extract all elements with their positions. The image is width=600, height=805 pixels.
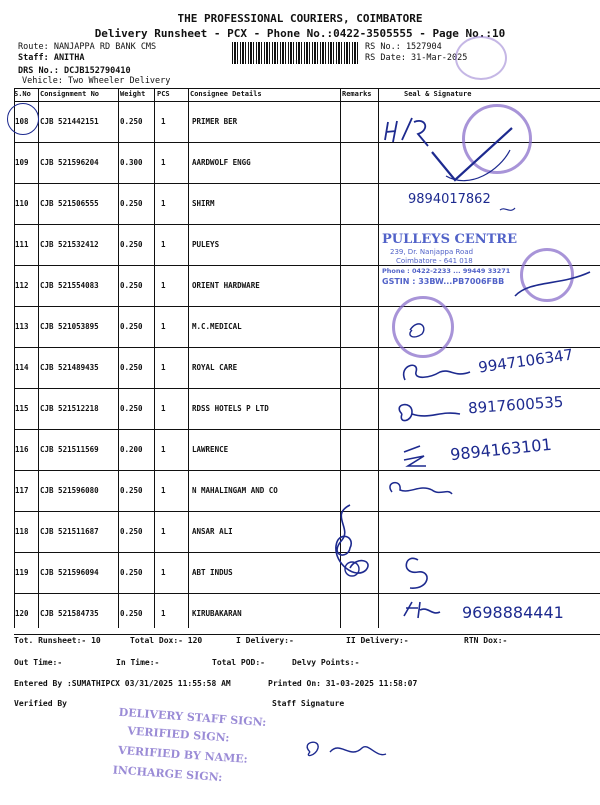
rs-number: RS No.: 1527904	[365, 42, 442, 52]
row-weight: 0.250	[120, 568, 143, 577]
delivery-points: Delvy Points:-	[292, 658, 360, 667]
row-pcs: 1	[161, 117, 166, 126]
row-consignee: PRIMER BER	[192, 117, 238, 126]
total-pod: Total POD:-	[212, 658, 265, 667]
rtn-dox: RTN Dox:-	[464, 636, 508, 645]
col-weight: Weight	[120, 90, 146, 98]
row-consignee: RDSS HOTELS P LTD	[192, 404, 269, 413]
out-time: Out Time:-	[14, 658, 63, 667]
row-sno: 118	[15, 527, 29, 536]
row-sno: 112	[15, 281, 29, 290]
row-consignee: ROYAL CARE	[192, 363, 238, 372]
col-seal-signature: Seal & Signature	[404, 90, 472, 98]
row-weight: 0.200	[120, 445, 143, 454]
row-consignment: CJB 521511687	[40, 527, 99, 536]
row-consignment: CJB 521596204	[40, 158, 99, 167]
row-consignee: KIRUBAKARAN	[192, 609, 242, 618]
row-weight: 0.300	[120, 158, 143, 167]
row-consignment: CJB 521512218	[40, 404, 99, 413]
row-consignment: CJB 521596094	[40, 568, 99, 577]
row-pcs: 1	[161, 199, 166, 208]
col-consignment: Consignment No	[40, 90, 100, 98]
row-sno: 116	[15, 445, 29, 454]
drs-line: DRS No.: DCJB152790410	[18, 66, 131, 76]
handwritten-phone-116: 9894163101	[449, 434, 553, 465]
col-sno: S.No	[14, 90, 31, 98]
row-pcs: 1	[161, 609, 166, 618]
row-consignment: CJB 521442151	[40, 117, 99, 126]
row-consignee: PULEYS	[192, 240, 220, 249]
company-title: THE PROFESSIONAL COURIERS, COIMBATORE	[177, 12, 423, 25]
rs-date: RS Date: 31-Mar-2025	[365, 53, 468, 63]
row-sno: 117	[15, 486, 29, 495]
row-consignment: CJB 521053895	[40, 322, 99, 331]
row-weight: 0.250	[120, 486, 143, 495]
runsheet-subtitle: Delivery Runsheet - PCX - Phone No.:0422-3505555 - Page No.:10	[94, 27, 506, 40]
handwritten-phone-114: 9947106347	[477, 345, 575, 377]
row-sno: 110	[15, 199, 29, 208]
delivery-verification-stamp	[109, 705, 305, 804]
row-sno: 111	[15, 240, 29, 249]
stamp-phone: Phone : 0422-2233 ... 99449 33271	[382, 267, 511, 275]
row-consignee: ANSAR ALI	[192, 527, 233, 536]
row-consignee: N MAHALINGAM AND CO	[192, 486, 278, 495]
row-consignment: CJB 521532412	[40, 240, 99, 249]
row-consignment: CJB 521584735	[40, 609, 99, 618]
stamp-gstin: GSTIN : 33BW...PB7006FBB	[382, 277, 505, 286]
i-delivery: I Delivery:-	[236, 636, 294, 645]
staff-line: Staff: ANITHA	[18, 53, 85, 63]
row-consignee: AARDWOLF ENGG	[192, 158, 251, 167]
entered-by: Entered By :SUMATHIPCX 03/31/2025 11:55:58 AM	[14, 679, 231, 688]
row-weight: 0.250	[120, 281, 143, 290]
pulleys-centre-stamp	[382, 232, 532, 294]
col-consignee: Consignee Details	[190, 90, 262, 98]
row-sno: 119	[15, 568, 29, 577]
row-pcs: 1	[161, 404, 166, 413]
row-pcs: 1	[161, 445, 166, 454]
row-pcs: 1	[161, 486, 166, 495]
row-consignment: CJB 521511569	[40, 445, 99, 454]
handwritten-phone-120: 9698884441	[462, 603, 564, 622]
row-pcs: 1	[161, 158, 166, 167]
row-sno: 120	[15, 609, 29, 618]
stamp-address-1: 239, Dr. Nanjappa Road	[390, 248, 474, 256]
row-consignee: ORIENT HARDWARE	[192, 281, 260, 290]
row-consignee: ABT INDUS	[192, 568, 233, 577]
ii-delivery: II Delivery:-	[346, 636, 409, 645]
row-consignee: LAWRENCE	[192, 445, 229, 454]
stamp-company-name: PULLEYS CENTRE	[382, 232, 518, 247]
in-time: In Time:-	[116, 658, 160, 667]
verified-by: Verified By	[14, 699, 67, 708]
row-pcs: 1	[161, 281, 166, 290]
row-weight: 0.250	[120, 322, 143, 331]
row-pcs: 1	[161, 363, 166, 372]
row-pcs: 1	[161, 240, 166, 249]
row-sno: 108	[15, 117, 29, 126]
row-sno: 113	[15, 322, 29, 331]
stamp-address-2: Coimbatore - 641 018	[396, 257, 473, 265]
row-sno: 109	[15, 158, 29, 167]
stamp-line-delivery-staff: DELIVERY STAFF SIGN:	[118, 705, 267, 730]
row-weight: 0.250	[120, 199, 143, 208]
row-consignment: CJB 521489435	[40, 363, 99, 372]
printed-on: Printed On: 31-03-2025 11:58:07	[268, 679, 418, 688]
stamp-line-verified-sign: VERIFIED SIGN:	[127, 724, 230, 745]
row-sno: 115	[15, 404, 29, 413]
row-pcs: 1	[161, 568, 166, 577]
handwritten-phone-110: 9894017862	[408, 192, 491, 207]
total-runsheet: Tot. Runsheet:- 10	[14, 636, 101, 645]
row-consignment: CJB 521506555	[40, 199, 99, 208]
row-consignee: M.C.MEDICAL	[192, 322, 242, 331]
row-consignee: SHIRM	[192, 199, 215, 208]
route-line: Route: NANJAPPA RD BANK CMS	[18, 42, 157, 52]
row-sno: 114	[15, 363, 29, 372]
row-pcs: 1	[161, 527, 166, 536]
row-weight: 0.250	[120, 609, 143, 618]
stamp-line-incharge: INCHARGE SIGN:	[112, 763, 223, 785]
row-pcs: 1	[161, 322, 166, 331]
row-consignment: CJB 521554083	[40, 281, 99, 290]
vehicle-line: Vehicle: Two Wheeler Delivery	[22, 76, 171, 86]
total-dox: Total Dox:- 120	[130, 636, 203, 645]
stamp-line-verified-name: VERIFIED BY NAME:	[117, 743, 249, 766]
row-weight: 0.250	[120, 527, 143, 536]
handwritten-phone-115: 8917600535	[467, 392, 564, 418]
row-weight: 0.250	[120, 240, 143, 249]
row-weight: 0.250	[120, 404, 143, 413]
row-consignment: CJB 521596080	[40, 486, 99, 495]
col-pcs: PCS	[157, 90, 170, 98]
col-remarks: Remarks	[342, 90, 372, 98]
staff-signature-label: Staff Signature	[272, 699, 345, 708]
row-weight: 0.250	[120, 117, 143, 126]
row-weight: 0.250	[120, 363, 143, 372]
